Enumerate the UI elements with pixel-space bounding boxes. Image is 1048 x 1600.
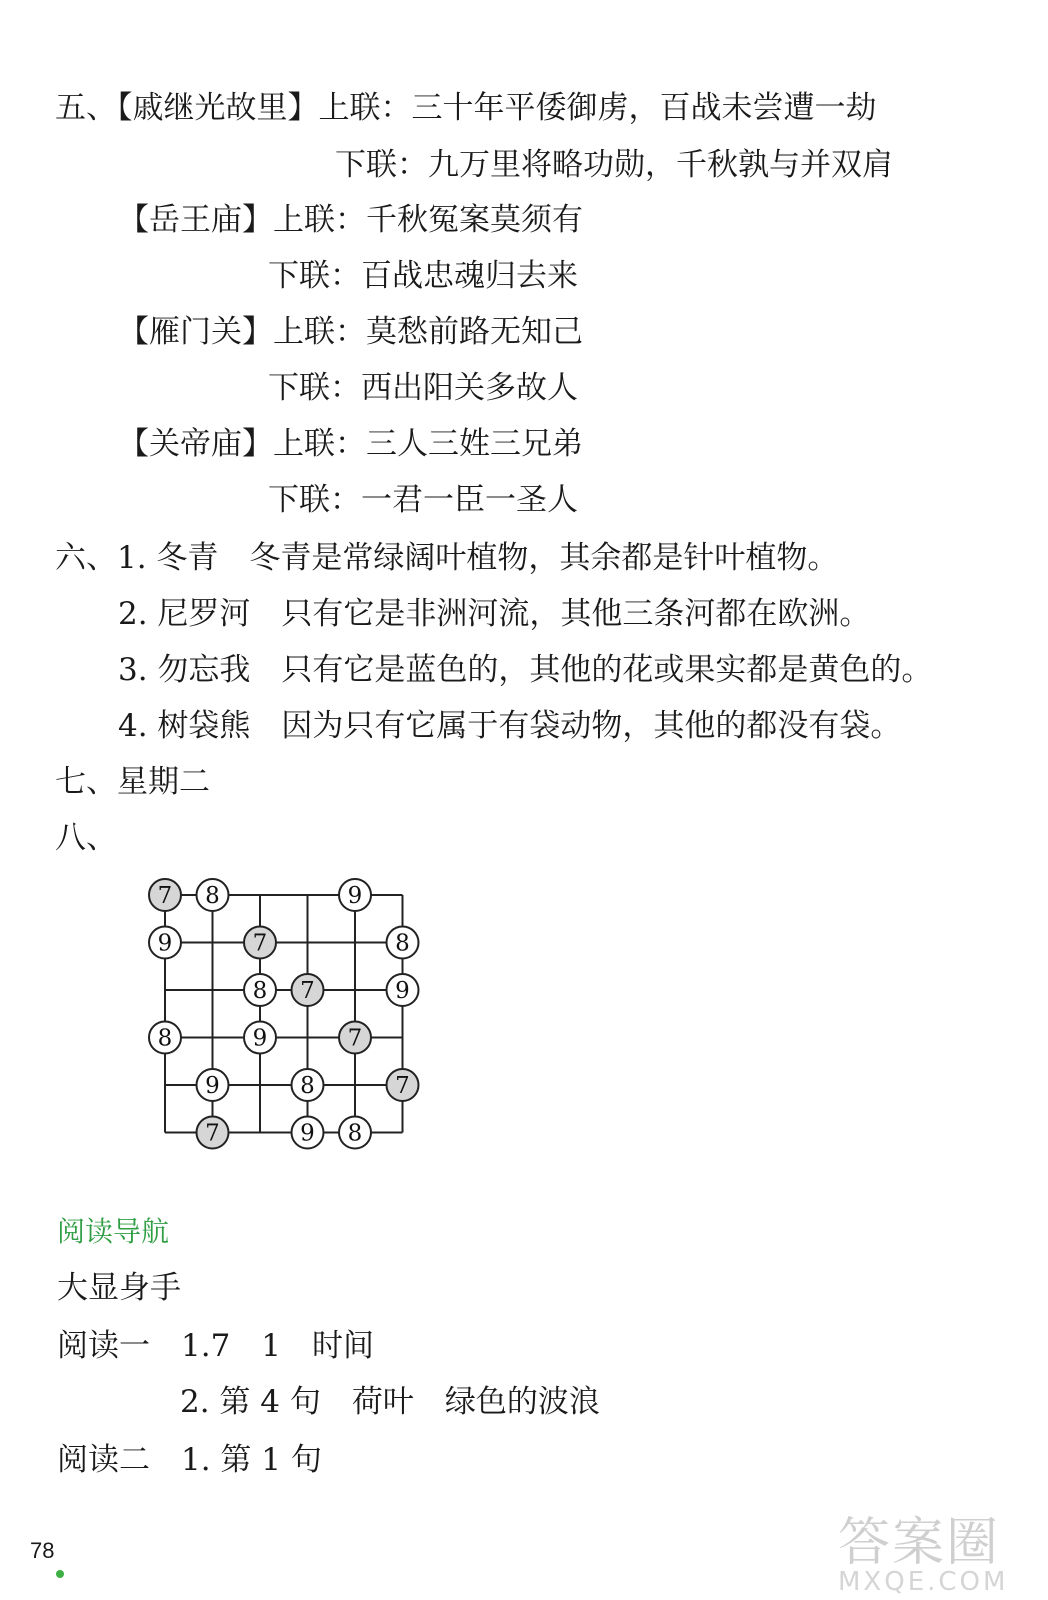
reading-1-line-2: 2. 第 4 句 荷叶 绿色的波浪 <box>180 1384 600 1420</box>
number-grid-puzzle <box>140 865 430 1165</box>
sec5-line-5: 【雁门关】上联：莫愁前路无知己 <box>118 314 583 350</box>
sec6-line-2: 2. 尼罗河 只有它是非洲河流，其他三条河都在欧洲。 <box>118 596 871 632</box>
sec5-line-7: 【关帝庙】上联：三人三姓三兄弟 <box>118 426 583 462</box>
number-label: 7 <box>205 1120 220 1147</box>
number-label: 9 <box>252 1025 268 1052</box>
sec5-line-2: 下联：九万里将略功勋，千秋孰与并双肩 <box>335 147 893 183</box>
reading-2-line-1: 阅读二 1. 第 1 句 <box>57 1442 322 1478</box>
number-label: 9 <box>205 1073 220 1099</box>
number-label: 7 <box>347 1025 363 1052</box>
number-label: 8 <box>347 1120 363 1147</box>
number-label: 8 <box>157 1025 173 1052</box>
sec5-line-4: 下联：百战忠魂归去来 <box>268 258 578 294</box>
reading-nav-title: 阅读导航 <box>57 1215 170 1248</box>
sec6-line-4: 4. 树袋熊 因为只有它属于有袋动物，其他的都没有袋。 <box>118 708 902 744</box>
watermark-logo: 答案圈 <box>838 1513 1001 1573</box>
number-label: 7 <box>395 1073 410 1099</box>
number-label: 7 <box>300 978 315 1004</box>
sec8-label: 八、 <box>55 820 117 856</box>
sec5-line-1: 五、【戚继光故里】上联：三十年平倭御虏，百战未尝遭一劫 <box>55 90 877 126</box>
number-label: 9 <box>347 883 363 909</box>
number-label: 8 <box>205 883 220 909</box>
sec5-line-3: 【岳王庙】上联：千秋冤案莫须有 <box>118 202 583 238</box>
number-label: 7 <box>252 930 268 957</box>
reading-1-line-1: 阅读一 1.7 1 时间 <box>57 1328 375 1364</box>
number-label: 9 <box>157 930 173 957</box>
sec5-line-6: 下联：西出阳关多故人 <box>268 370 578 406</box>
page-dot-icon <box>56 1570 64 1578</box>
sec5-line-8: 下联：一君一臣一圣人 <box>268 482 578 518</box>
page-number: 78 <box>30 1538 55 1563</box>
number-label: 7 <box>157 883 173 909</box>
number-label: 9 <box>300 1120 315 1147</box>
sec6-line-1: 六、1. 冬青 冬青是常绿阔叶植物，其余都是针叶植物。 <box>55 540 839 576</box>
number-label: 9 <box>395 978 410 1004</box>
watermark-url: MXQE.COM <box>838 1567 1009 1597</box>
sec7-answer: 七、星期二 <box>55 764 210 800</box>
number-label: 8 <box>300 1073 315 1099</box>
watermark <box>838 1500 1028 1597</box>
number-label: 8 <box>395 930 410 957</box>
number-label: 8 <box>252 978 268 1004</box>
reading-heading: 大显身手 <box>57 1270 181 1306</box>
sec6-line-3: 3. 勿忘我 只有它是蓝色的，其他的花或果实都是黄色的。 <box>118 652 933 688</box>
